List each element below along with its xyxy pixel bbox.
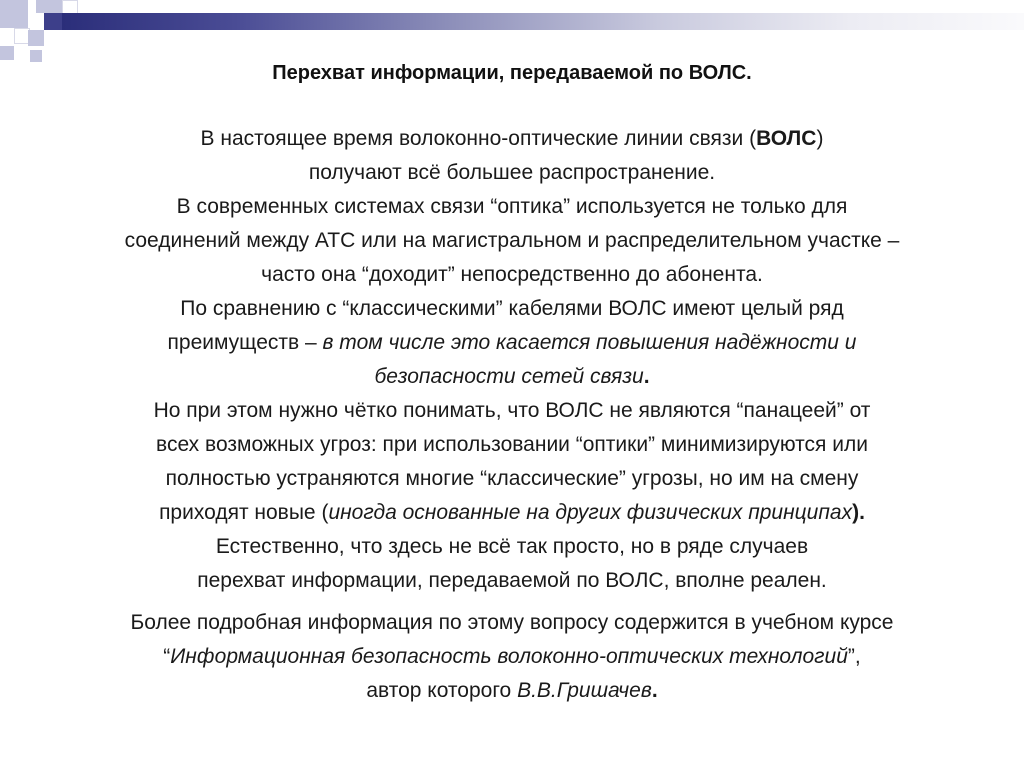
decor-square [0, 0, 28, 28]
slide-title: Перехват информации, передаваемой по ВОЛС. [272, 62, 752, 84]
text-line: преимуществ – в том числе это касается повышения надёжности и [167, 331, 857, 354]
text-line: По сравнению с “классическими” кабелями ВОЛС имеют целый ряд [180, 297, 844, 320]
decor-square [28, 30, 44, 46]
paragraph-threats [20, 394, 1004, 530]
text-line: автор которого В.В.Гришачев. [366, 679, 658, 702]
paragraph-course-reference [20, 606, 1004, 708]
body-text [20, 122, 1004, 708]
text-line: “Информационная безопасность волоконно-оптических технологий”, [163, 645, 861, 668]
text-line: полностью устраняются многие “классические” угрозы, но им на смену [165, 467, 859, 490]
text-line: Естественно, что здесь не всё так просто, но в ряде случаев [215, 535, 809, 558]
text-line: безопасности сетей связи. [374, 365, 650, 388]
decor-square [36, 0, 62, 13]
text-line: приходят новые (иногда основанные на других физических принципах). [159, 501, 865, 524]
paragraph-intro [20, 122, 1004, 190]
text-line: соединений между АТС или на магистральном и распределительном участке – [124, 229, 900, 252]
header-gradient-bar [62, 13, 1024, 30]
text-line: всех возможных угроз: при использовании “оптики” минимизируются или [156, 433, 868, 456]
paragraph-interception [20, 530, 1004, 598]
text-line: часто она “доходит” непосредственно до абонента. [261, 263, 763, 286]
text-line: перехват информации, передаваемой по ВОЛС, вполне реален. [197, 569, 827, 592]
paragraph-advantages [20, 292, 1004, 394]
paragraph-modern-systems [20, 190, 1004, 292]
text-line: получают всё большее распространение. [308, 161, 716, 184]
decor-square [0, 46, 14, 60]
decor-square [30, 50, 42, 62]
text-line: Более подробная информация по этому вопросу содержится в учебном курсе [130, 611, 894, 634]
decor-square [44, 13, 62, 30]
text-line: В современных системах связи “оптика” используется не только для [176, 195, 848, 218]
text-line: В настоящее время волоконно-оптические линии связи (ВОЛС) [200, 127, 824, 150]
text-line: Но при этом нужно чётко понимать, что ВОЛС не являются “панацеей” от [153, 399, 871, 422]
corner-decoration [0, 0, 90, 70]
